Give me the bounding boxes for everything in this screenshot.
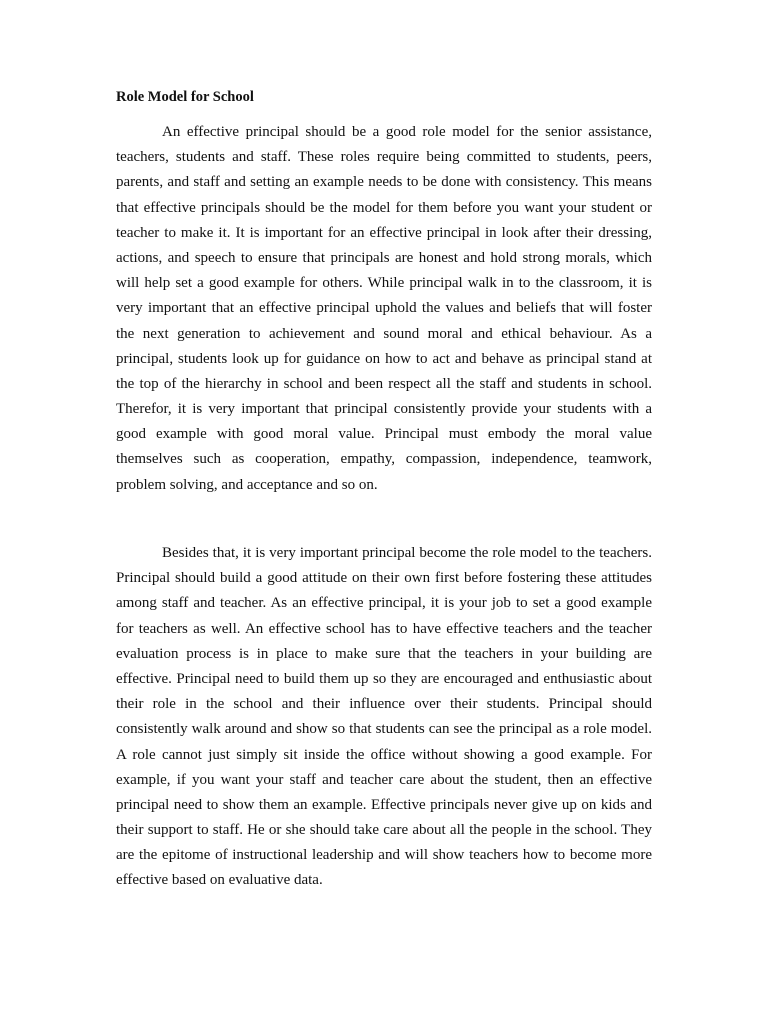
paragraph-line: Besides that, it is very important principal become the role model to the teachers. [162, 545, 652, 561]
paragraph-line: teachers, students and staff. These roles require being committed to students, peers, [116, 149, 652, 166]
paragraph-line: principal need to show them an example. Effective principals never give up on kids and [116, 796, 652, 813]
paragraph-line: very important that an effective principal uphold the values and beliefs that will foster [116, 300, 652, 317]
paragraph-line: A role cannot just simply sit inside the office without showing a good example. For [116, 746, 652, 763]
paragraph-line: the top of the hierarchy in school and been respect all the staff and students in school. [116, 375, 652, 392]
paragraph-line: parents, and staff and setting an example needs to be done with consistency. This means [116, 174, 652, 191]
paragraph-line: their support to staff. He or she should take care about all the people in the school. They [116, 822, 652, 839]
paragraph-line: consistently walk around and show so that students can see the principal as a role model. [116, 721, 652, 738]
paragraph-line: principal, students look up for guidance on how to act and behave as principal stand at [116, 350, 652, 367]
paragraph-2 [116, 541, 652, 894]
paragraph-line: that effective principals should be the model for them before you want your student or [116, 199, 652, 216]
paragraph-line: example, if you want your staff and teacher care about the student, then an effective [116, 771, 652, 788]
paragraph-line: teacher to make it. It is important for an effective principal in look after their dressing, [116, 224, 652, 241]
paragraph-line: effective based on evaluative data. [116, 872, 323, 889]
paragraph-line: effective. Principal need to build them up so they are encouraged and enthusiastic about [116, 670, 652, 687]
document-title: Role Model for School [116, 89, 254, 105]
paragraph-line: Therefor, it is very important that principal consistently provide your students with a [116, 401, 652, 418]
paragraph-line: among staff and teacher. As an effective principal, it is your job to set a good example [116, 595, 652, 612]
paragraph-1 [116, 120, 652, 498]
paragraph-line: problem solving, and acceptance and so on. [116, 476, 378, 493]
paragraph-line: actions, and speech to ensure that principals are honest and hold strong morals, which [116, 249, 652, 266]
paragraph-line: good example with good moral value. Principal must embody the moral value [116, 426, 652, 443]
paragraph-line: will help set a good example for others. While principal walk in to the classroom, it is [116, 275, 652, 292]
paragraph-line: Principal should build a good attitude on their own first before fostering these attitudes [116, 570, 652, 587]
paragraph-line: An effective principal should be a good role model for the senior assistance, [162, 124, 652, 140]
paragraph-line: are the epitome of instructional leadership and will show teachers how to become more [116, 847, 652, 864]
paragraph-line: their role in the school and their influence over their students. Principal should [116, 696, 652, 713]
paragraph-line: the next generation to achievement and sound moral and ethical behaviour. As a [116, 325, 652, 342]
paragraph-line: evaluation process is in place to make sure that the teachers in your building are [116, 645, 652, 662]
paragraph-line: themselves such as cooperation, empathy, compassion, independence, teamwork, [116, 451, 652, 468]
paragraph-line: for teachers as well. An effective school has to have effective teachers and the teacher [116, 620, 652, 637]
